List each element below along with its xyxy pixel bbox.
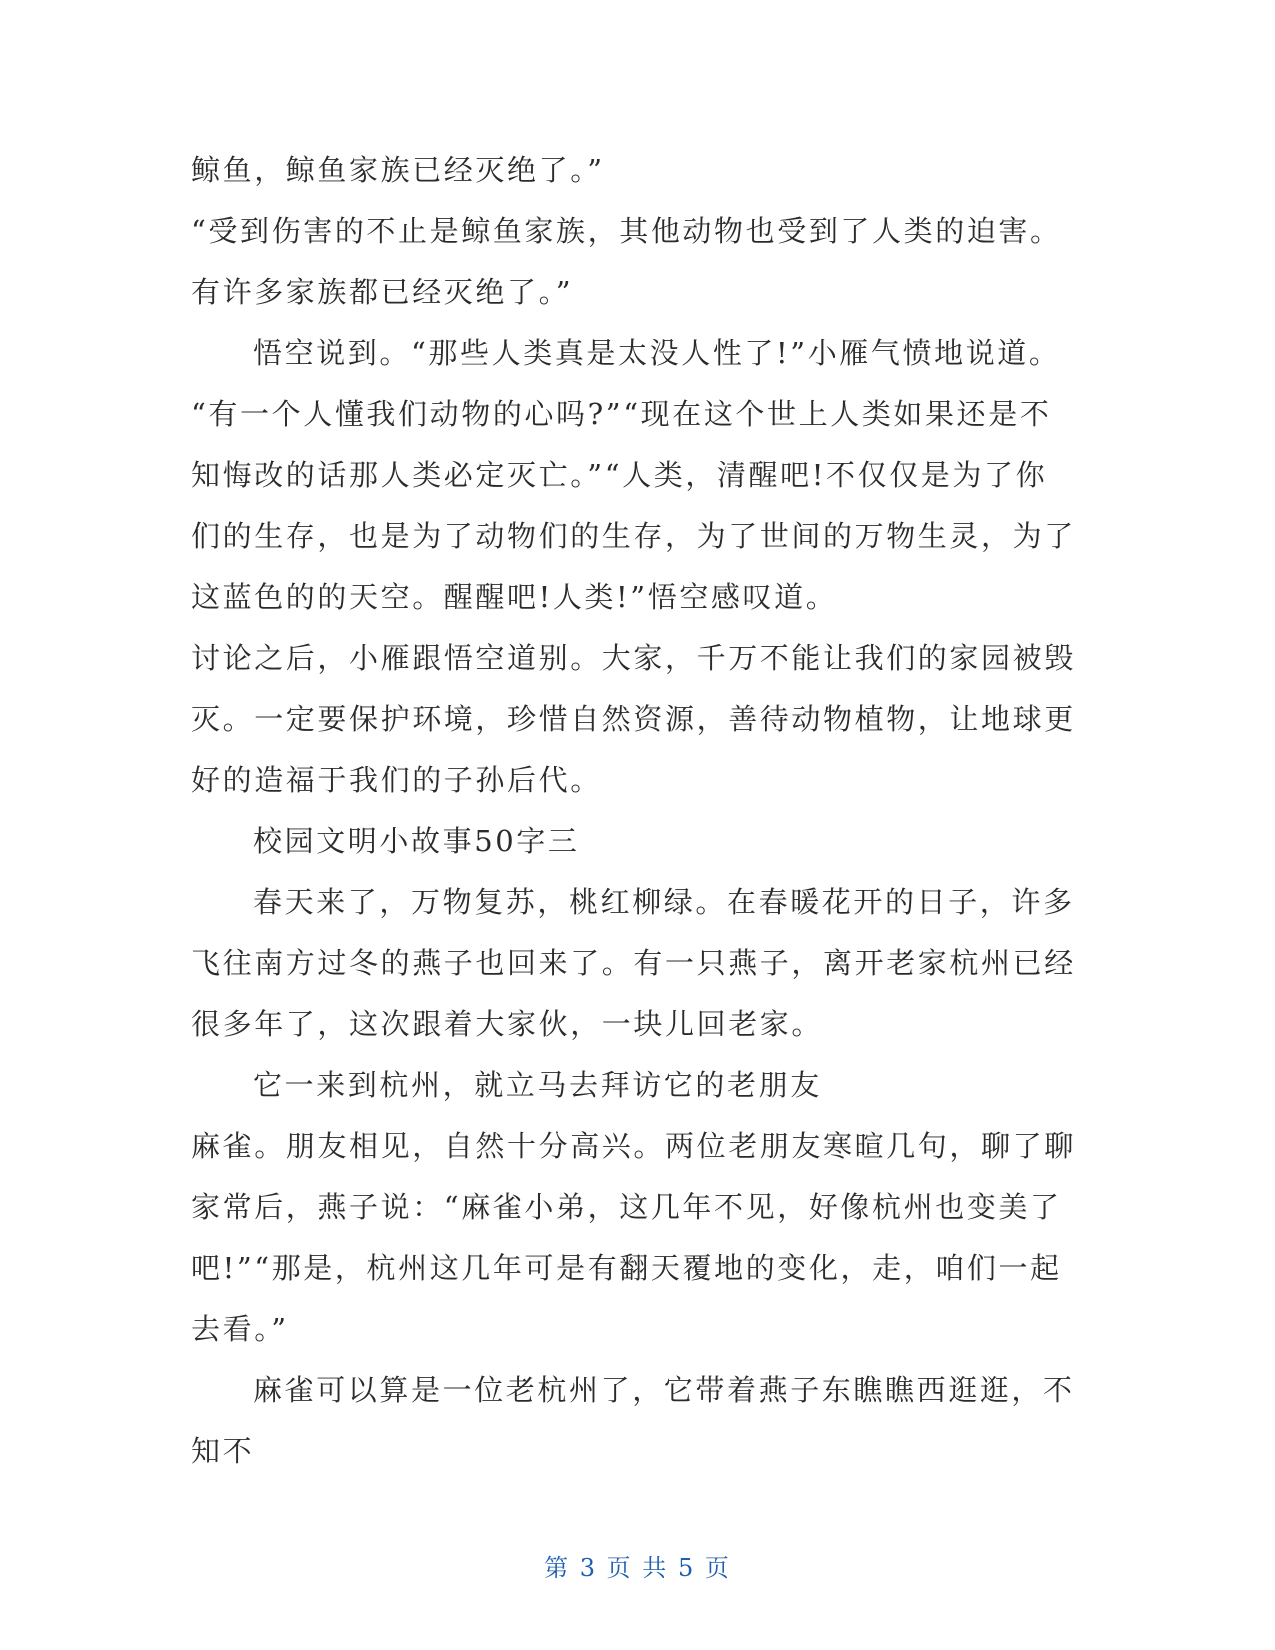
text-line: 有许多家族都已经灭绝了。” (191, 275, 574, 309)
text-line: 知悔改的话那人类必定灭亡。”“人类，清醒吧!不仅仅是为了你 (191, 458, 1048, 492)
text-line: 讨论之后，小雁跟悟空道别。大家，千万不能让我们的家园被毁 (191, 641, 1076, 675)
text-line: 麻雀。朋友相见，自然十分高兴。两位老朋友寒暄几句，聊了聊 (191, 1129, 1076, 1163)
text-line: 好的造福于我们的子孙后代。 (191, 763, 602, 797)
text-line: 春天来了，万物复苏，桃红柳绿。在春暖花开的日子，许多 (253, 885, 1075, 919)
text-line: “受到伤害的不止是鲸鱼家族，其他动物也受到了人类的迫害。 (191, 214, 1062, 248)
text-line: 悟空说到。“那些人类真是太没人性了!”小雁气愤地说道。 (253, 336, 1061, 370)
text-line: 吧!”“那是，杭州这几年可是有翻天覆地的变化，走，咱们一起 (191, 1251, 1062, 1285)
text-line: 去看。” (191, 1312, 289, 1346)
text-line: 校园文明小故事50字三 (253, 824, 580, 858)
text-line: 它一来到杭州，就立马去拜访它的老朋友 (253, 1068, 822, 1102)
text-line: 灭。一定要保护环境，珍惜自然资源，善待动物植物，让地球更 (191, 702, 1076, 736)
text-line: 家常后，燕子说：“麻雀小弟，这几年不见，好像杭州也变美了 (191, 1190, 1062, 1224)
text-line: “有一个人懂我们动物的心吗?”“现在这个世上人类如果还是不 (191, 397, 1052, 431)
text-line: 知不 (191, 1434, 255, 1468)
text-line: 们的生存，也是为了动物们的生存，为了世间的万物生灵，为了 (191, 519, 1076, 553)
page-number-footer: 第 3 页 共 5 页 (544, 1554, 731, 1582)
document-body (191, 140, 1091, 1482)
text-line: 很多年了，这次跟着大家伙，一块儿回老家。 (191, 1007, 824, 1041)
text-line: 麻雀可以算是一位老杭州了，它带着燕子东瞧瞧西逛逛，不 (253, 1373, 1075, 1407)
text-line: 飞往南方过冬的燕子也回来了。有一只燕子，离开老家杭州已经 (191, 946, 1076, 980)
text-line: 这蓝色的的天空。醒醒吧!人类!”悟空感叹道。 (191, 580, 838, 614)
text-line: 鲸鱼，鲸鱼家族已经灭绝了。” (191, 153, 605, 187)
